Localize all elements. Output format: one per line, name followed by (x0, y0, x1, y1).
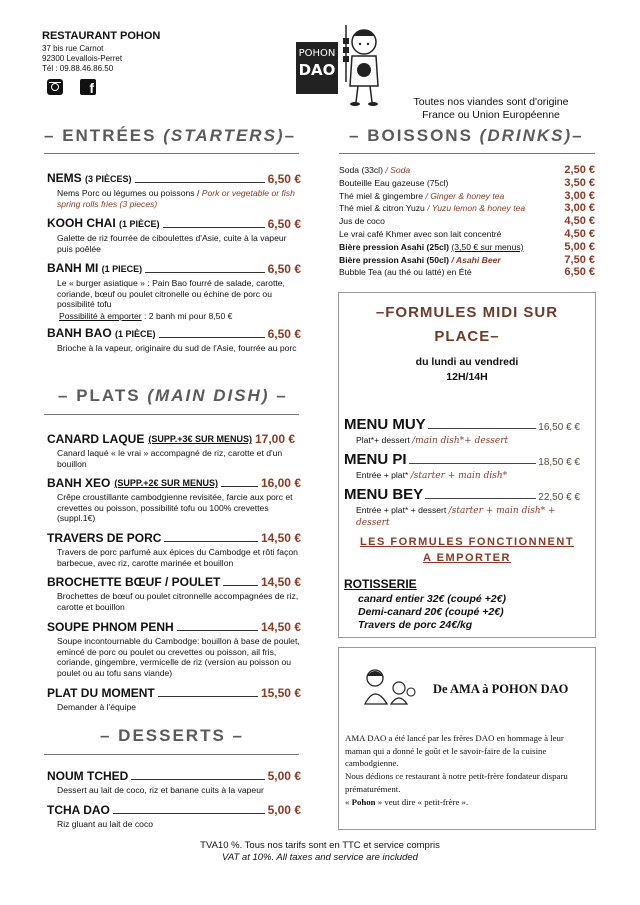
logo-bottom: DAO (298, 61, 336, 79)
entree-item: BANH BAO (1 PIÈCE) 6,50 € Brioche à la vapeur, originaire du sud de l'Asie, fourrée au porc (47, 326, 301, 353)
heading-boissons: – BOISSONS (DRINKS)– (349, 126, 584, 145)
dessert-item: TCHA DAO 5,00 € Riz gluant au lait de coco (47, 803, 301, 829)
phone: Tél : 09.88.46.86.50 (42, 64, 114, 73)
drink-row: Le vrai café Khmer avec son lait concentré 4,50 € (339, 227, 595, 240)
plat-item: BANH XEO (SUPP.+2€ SUR MENUS) 16,00 € Crêpe croustillante cambodgienne revisitée, farcie aux porc et crevettes ou poisson, possibilité tofu ou 100% crevettes (suppl.1€) (47, 476, 301, 523)
instagram-icon[interactable] (47, 79, 63, 95)
item-name: TCHA DAO (47, 803, 110, 817)
item-name: BANH XEO (47, 476, 111, 490)
family-illustration (357, 666, 417, 706)
drink-row: Thé miel & citron Yuzu / Yuzu lemon & honey tea 3,00 € (339, 202, 595, 215)
logo-top: POHON (298, 48, 336, 59)
divider-boissons (339, 153, 595, 154)
item-price: 17,00 € (254, 432, 296, 446)
item-price: 14,50 € (260, 575, 301, 589)
menu-pi: MENU PI 18,50 € € Entrée + plat* /starter + main dish* (344, 451, 580, 481)
item-price: 14,50 € (260, 531, 301, 545)
address-line2: 92300 Levallois-Perret (42, 54, 123, 63)
item-name: PLAT DU MOMENT (47, 686, 155, 700)
formules-hours: 12H/14H (446, 371, 488, 383)
drink-row: Jus de coco 4,50 € (339, 215, 595, 228)
drinks-list (339, 164, 595, 279)
heading-entrees: – ENTRÉES (STARTERS)– (44, 126, 297, 145)
origin-line1: Toutes nos viandes sont d'origine (413, 96, 569, 108)
item-name: NEMS (47, 171, 82, 185)
divider-entrees (44, 153, 299, 154)
item-name: NOUM TCHED (47, 769, 129, 783)
item-price: 5,00 € (267, 803, 301, 817)
plat-item: BROCHETTE BŒUF / POULET 14,50 € Brochettes de bœuf ou poulet citronnelle accompagnées de riz, carotte et bouillon (47, 575, 301, 612)
logo (296, 42, 338, 94)
item-name: BANH BAO (47, 326, 112, 340)
item-price: 16,00 € (260, 476, 301, 490)
plat-item: PLAT DU MOMENT 15,50 € Demander à l'équipe (47, 686, 301, 712)
restaurant-info (42, 30, 242, 74)
story-paragraph-1: AMA DAO a été lancé par les frères DAO en hommage à leur maman qui a donné le goût et le savoir-faire de la cuisine cambodgienne. (345, 733, 564, 769)
item-name: TRAVERS DE PORC (47, 531, 162, 545)
story-box (338, 647, 596, 830)
plat-item: SOUPE PHNOM PENH 14,50 € Soupe incontournable du Cambodge: bouillon à base de poulet, emincé de porc ou poulet ou crevettes ou poisson, ail fris, coriande, gingembre, vermicelle de riz (version au poisson ou poulet ou au tofu sans viande) (47, 620, 301, 678)
entree-item: KOOH CHAI (1 PIÈCE) 6,50 € Galette de riz fourrée de ciboulettes d'Asie, cuite à la vapeur puis poêlée (47, 216, 301, 254)
story-title: De AMA à POHON DAO (433, 682, 569, 696)
menu-muy: MENU MUY 16,50 € € Plat*+ dessert /main dish*+ dessert (344, 416, 580, 446)
meat-origin-note (396, 96, 586, 122)
footer-vat-fr: TVA10 %. Tous nos tarifs sont en TTC et service compris (200, 840, 440, 851)
mascot-illustration (338, 20, 388, 110)
item-name: BANH MI (47, 261, 99, 275)
dessert-item: NOUM TCHED 5,00 € Dessert au lait de coco, riz et banane cuits à la vapeur (47, 769, 301, 795)
drink-row: Soda (33cl) / Soda 2,50 € (339, 164, 595, 176)
divider-desserts (44, 754, 299, 755)
item-price: 15,50 € (260, 686, 301, 700)
footer (0, 840, 640, 864)
formules-days: du lundi au vendredi (415, 356, 519, 368)
item-name: CANARD LAQUE (47, 432, 145, 446)
divider-plats (44, 414, 299, 415)
formules-title: –FORMULES MIDI SUR (375, 304, 559, 321)
drink-row: Bubble Tea (au thé ou latté) en Été 6,50 € (339, 266, 595, 279)
item-price: 6,50 € (267, 217, 301, 231)
item-price: 14,50 € (260, 620, 301, 634)
facebook-icon[interactable]: f (80, 79, 96, 95)
footer-vat-en: VAT at 10%. All taxes and service are included (222, 852, 418, 863)
story-paragraph-3: « Pohon » veut dire « petit-frère ». (345, 796, 469, 807)
drink-row: Thé miel & gingembre / Ginger & honey tea 3,00 € (339, 189, 595, 202)
address-line1: 37 bis rue Carnot (42, 44, 104, 53)
emporter-note: LES FORMULES FONCTIONNENT A EMPORTER (359, 536, 575, 564)
rotisserie: ROTISSERIE canard entier 32€ (coupé +2€) Demi-canard 20€ (coupé +2€) Travers de porc 24€/kg (344, 577, 506, 631)
entree-item: NEMS (3 PIÈCES) 6,50 € Nems Porc ou légumes ou poissons / Pork or vegetable or fish spring rolls fries (3 pieces) (47, 171, 301, 209)
item-name: KOOH CHAI (47, 216, 116, 230)
plat-item: TRAVERS DE PORC 14,50 € Travers de porc parfumé aux épices du Cambodge et rôti façon barbecue, avec riz, carotte marinée et bouillon (47, 531, 301, 568)
item-name: SOUPE PHNOM PENH (47, 620, 174, 634)
item-price: 5,00 € (267, 769, 301, 783)
heading-desserts: – DESSERTS – (100, 726, 244, 745)
item-price: 6,50 € (267, 172, 301, 186)
drink-row: Bière pression Asahi (25cl) (3,50 € sur menus) 5,00 € (339, 240, 595, 253)
restaurant-name: RESTAURANT POHON (42, 30, 161, 42)
origin-line2: France ou Union Européenne (422, 109, 560, 121)
item-name: BROCHETTE BŒUF / POULET (47, 575, 221, 589)
formules-title-2: PLACE– (434, 328, 500, 345)
menu-bey: MENU BEY 22,50 € € Entrée + plat* + dessert /starter + main dish* + dessert (344, 486, 580, 528)
story-paragraph-2: Nous dédions ce restaurant à notre petit-frère fondateur disparu prématurément. (345, 771, 568, 794)
heading-plats: – PLATS (MAIN DISH) – (58, 386, 288, 405)
drink-row: Bouteille Eau gazeuse (75cl) 3,50 € (339, 176, 595, 189)
item-price: 6,50 € (267, 327, 301, 341)
entree-item: BANH MI (1 PIECE) 6,50 € Le « burger asiatique » : Pain Bao fourré de salade, carotte, coriande, bœuf ou poulet citronelle ou échine de porc ou possibilité tofu Possibilité à emporter : 2 banh mi pour 8,50 € (47, 261, 301, 321)
drink-row: Bière pression Asahi (50cl) / Asahi Beer 7,50 € (339, 253, 595, 266)
item-price: 6,50 € (267, 262, 301, 276)
plat-item: CANARD LAQUE (SUPP.+3€ SUR MENUS) 17,00 € Canard laqué « le vrai » accompagné de riz, carotte et d'un bouillon (47, 432, 296, 469)
